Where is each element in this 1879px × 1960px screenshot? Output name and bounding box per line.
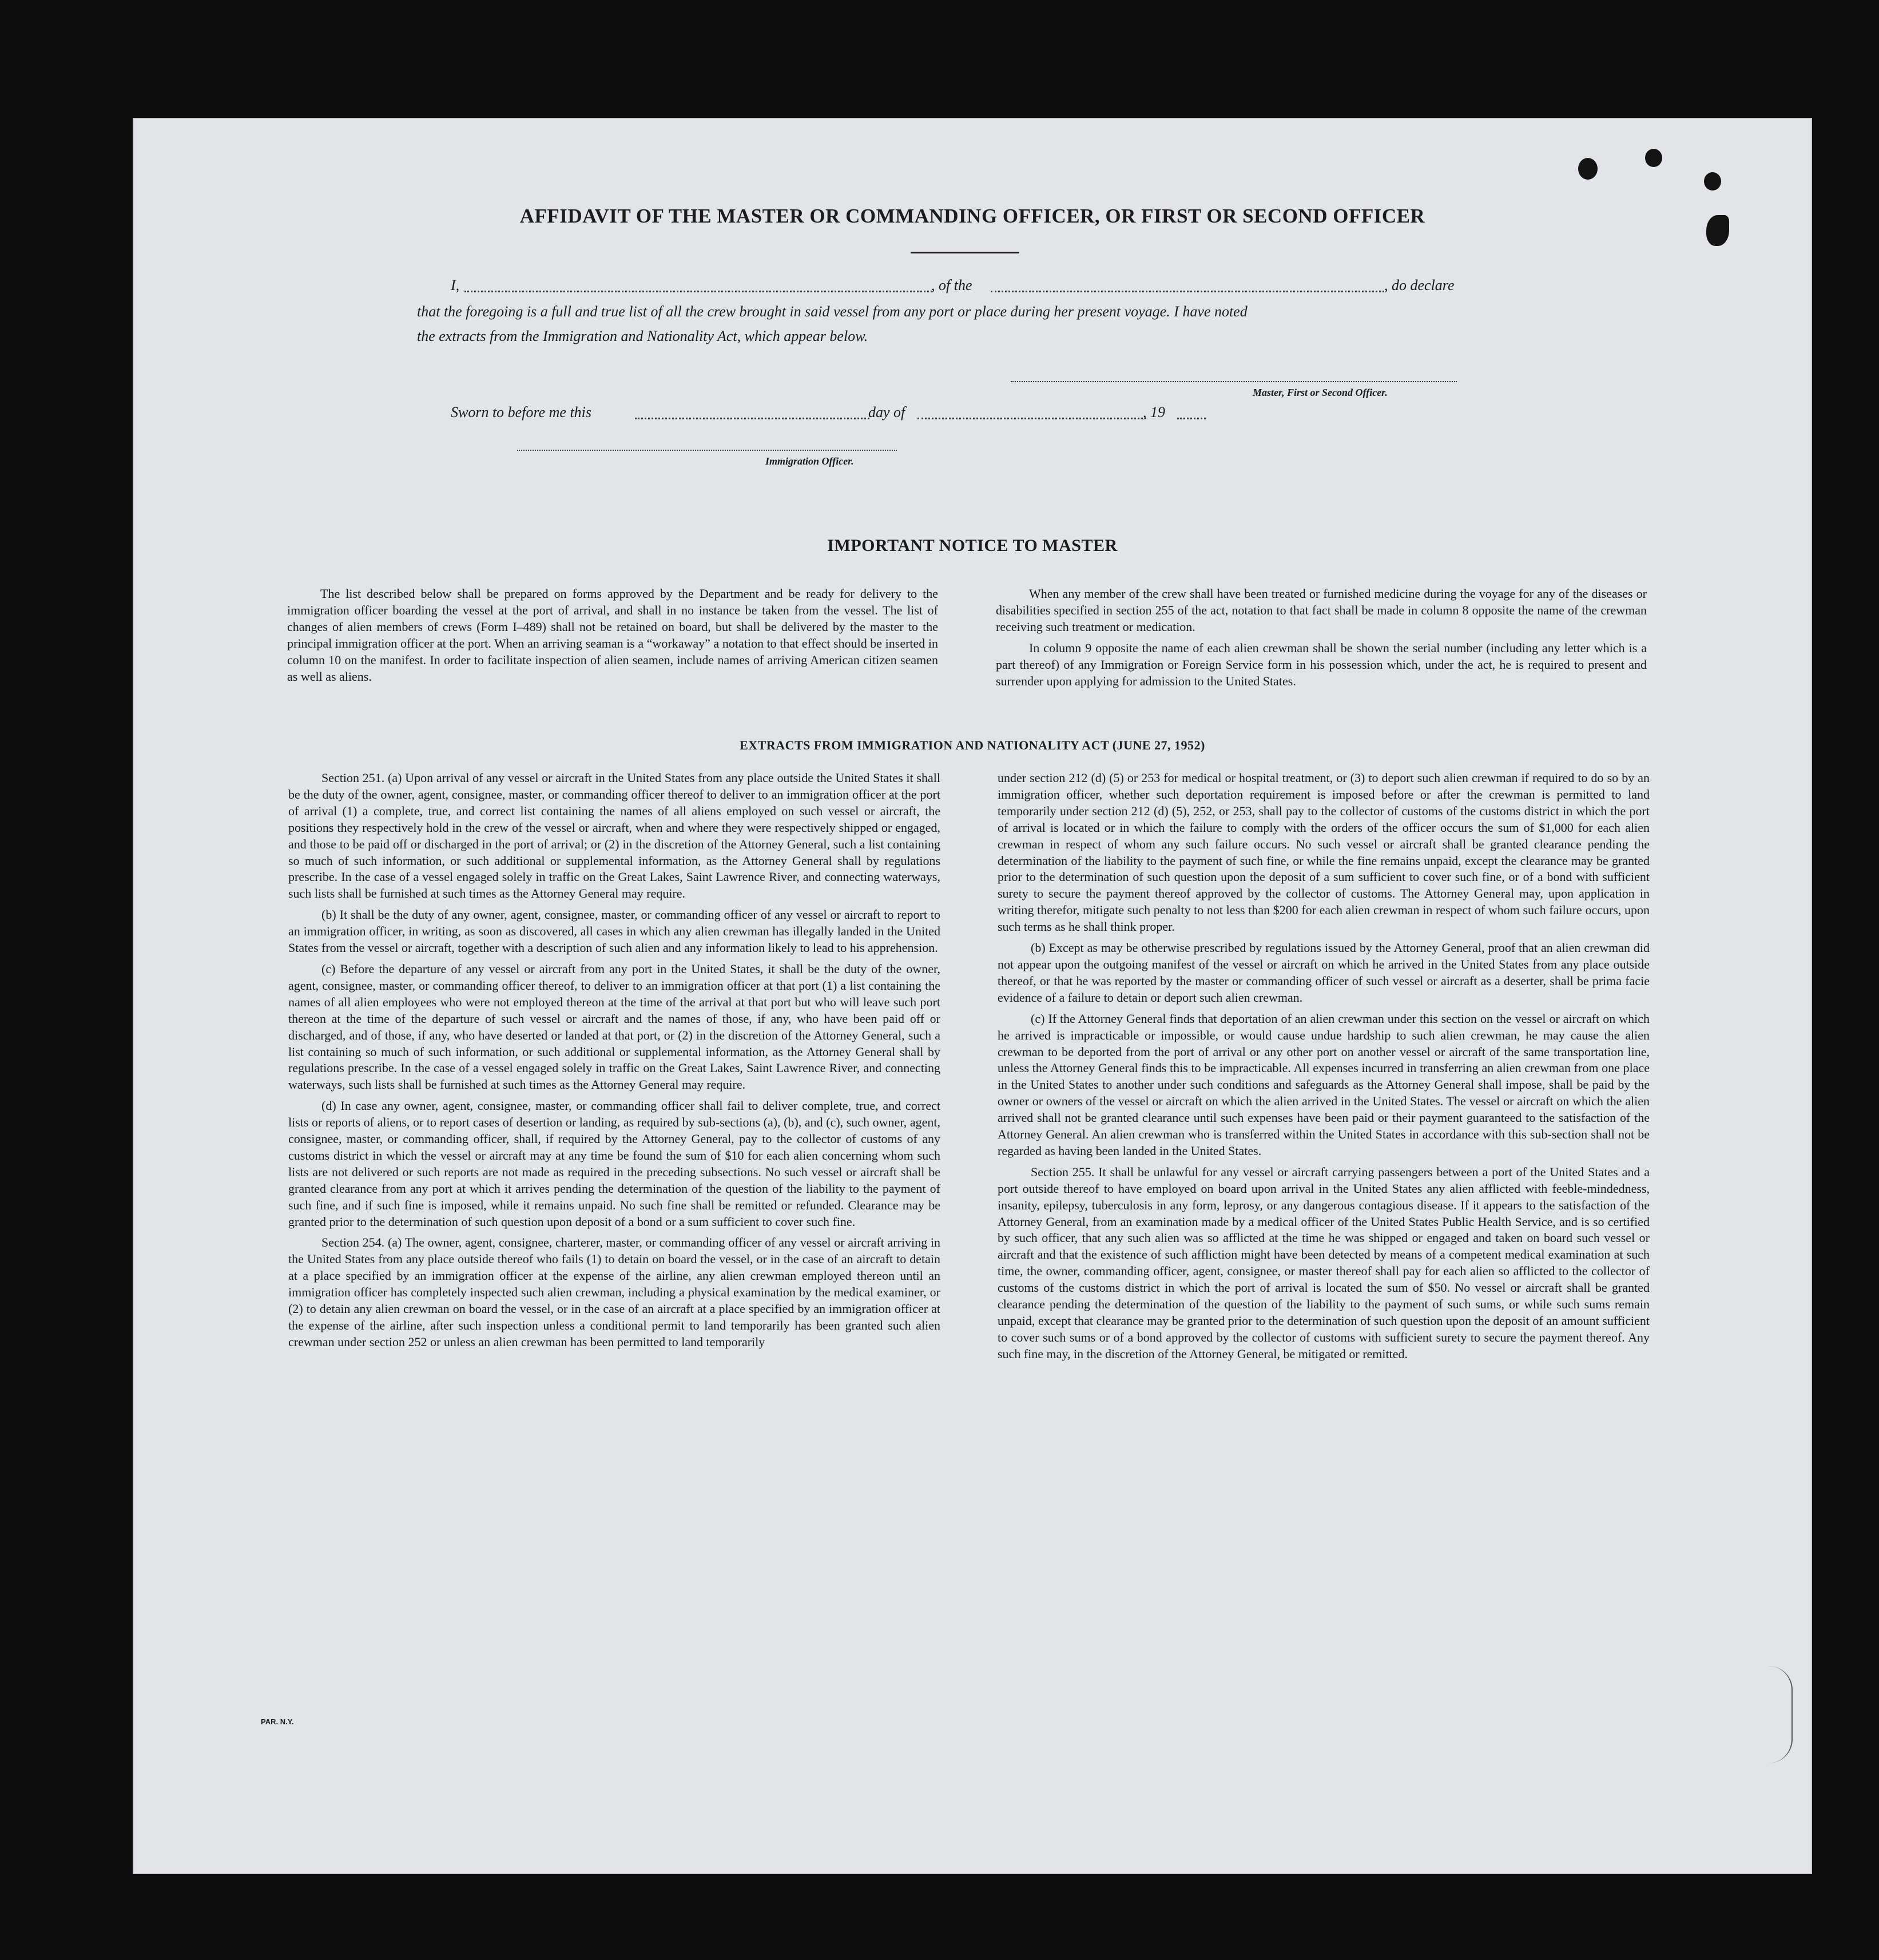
affidavit-line-2: that the foregoing is a full and true list of all the crew brought in said vessel from any port or place during her present voyage. I have noted — [417, 303, 1248, 320]
act-paragraph: Section 251. (a) Upon arrival of any vessel or aircraft in the United States from any place outside the United States it shall be the duty of the owner, agent, consignee, master, or commanding officer thereof to deliver to an immigration officer at the port of arrival (1) a complete, true, and correct list containing the names of all aliens employed on such vessel or aircraft, the positions they respectively hold in the crew of the vessel or aircraft, when and where they were respectively shipped or engaged, and those to be paid off or discharged in the port of arrival; or (2) in the discretion of the Attorney General, such a list containing so much of such information, or such additional or supplemental information, as the Attorney General shall by regulations prescribe. In the case of a vessel engaged solely in traffic on the Great Lakes, Saint Lawrence River, and connecting waterways, such lists shall be furnished at such times as the Attorney General may require. — [288, 771, 940, 901]
affidavit-do-declare: , do declare — [1384, 277, 1455, 293]
punch-hole — [1578, 158, 1598, 180]
extracts-title: EXTRACTS FROM IMMIGRATION AND NATIONALITY ACT (JUNE 27, 1952) — [740, 738, 1205, 752]
affidavit-title: AFFIDAVIT OF THE MASTER OR COMMANDING OFFICER, OR FIRST OR SECOND OFFICER — [519, 205, 1425, 227]
sworn-day-of: day of — [868, 404, 905, 420]
act-paragraph: (b) It shall be the duty of any owner, agent, consignee, master, or commanding officer of any vessel or aircraft to report to an immigration officer, in writing, as soon as discovered, all cases in which any alien crewman has illegally landed in the United States from the vessel or aircraft, together with a description of such alien and any information likely to lead to his apprehension. — [288, 907, 940, 955]
printer-mark: PAR. N.Y. — [261, 1717, 294, 1726]
sworn-month-blank[interactable] — [917, 418, 1146, 419]
sworn-year: , 19 — [1143, 404, 1165, 420]
paper-crease — [1769, 1666, 1793, 1763]
sworn-day-blank[interactable] — [635, 418, 869, 419]
act-paragraph: Section 255. It shall be unlawful for any vessel or aircraft carrying passengers between a port of the United States and a port outside thereof to have employed on board upon arrival in the United States any alien afflicted with feeble-mindedness, insanity, epilepsy, tuberculosis in any form, leprosy, or any dangerous contagious disease. If it appears to the satisfaction of the Attorney General, from an examination made by a medical officer of the United States Public Health Service, and is so certified by such officer, that any such alien was so afflicted at the time he was shipped or engaged and taken on board such vessel or aircraft and that the existence of such affliction might have been detected by means of a competent medical examination at such time, the owner, commanding officer, agent, consignee, or master thereof shall pay for each alien so afflicted to the collector of customs of the customs district in which the port of arrival is located the sum of $50. No vessel or aircraft shall be granted clearance pending the determination of the question of the liability to the payment of such sums, or while such sums remain unpaid, except that clearance may be granted prior to the determination of such question upon the deposit of an amount sufficient to cover such sums or of a bond approved by the collector of customs with sufficient surety to secure the payment thereof. Any such fine may, in the discretion of the Attorney General, be mitigated or remitted. — [998, 1164, 1650, 1361]
name-blank[interactable] — [464, 291, 932, 292]
act-paragraph: under section 212 (d) (5) or 253 for medical or hospital treatment, or (3) to deport such alien crewman if required to do so by an immigration officer, whether such deportation requirement is imposed before or after the crewman is permitted to land temporarily under section 212 (d) (5), 252, or 253, shall pay to the collector of customs of the customs district in which the port of arrival is located or in which the failure to comply with the orders of the officer occurs the sum of $1,000 for each alien crewman in respect of whom any such failure occurs. No such vessel or aircraft shall be granted clearance pending the determination of the liability to the payment of such fine, or while the fine remains unpaid, except the clearance may be granted prior to the determination of such question upon the deposit of a sum sufficient to cover such fine, or of a bond with sufficient surety to secure the payment thereof approved by the collector of customs. The Attorney General may, upon application in writing therefor, mitigate such penalty to not less than $200 for each alien crewman in respect of whom such failure occurs, upon such terms as he shall think proper. — [998, 771, 1650, 934]
act-paragraph: (c) If the Attorney General finds that deportation of an alien crewman under this section on the vessel or aircraft on which he arrived is impracticable or impossible, or would cause undue hardship to such alien crewman, he may cause the alien crewman to be deported from the port of arrival or any other port on another vessel or aircraft of the same transportation line, unless the Attorney General finds this to be impracticable. All expenses incurred in transferring an alien crewman from one place in the United States to another under such conditions and safeguards as the Attorney General shall impose, shall be paid by the owner or owners of the vessel or aircraft on which the alien arrived in the United States. The vessel or aircraft on which the alien arrived shall not be granted clearance until such expenses have been paid or their payment guaranteed to the satisfaction of the Attorney General. An alien crewman who is transferred within the United States in accordance with this sub-section shall not be regarded as having been landed in the United States. — [998, 1011, 1650, 1158]
master-signature-label: Master, First or Second Officer. — [1253, 387, 1388, 398]
vessel-blank[interactable] — [991, 291, 1384, 292]
master-signature-line[interactable] — [1011, 381, 1457, 382]
sworn-text: Sworn to before me this — [451, 404, 592, 420]
officer-signature-line[interactable] — [517, 450, 897, 451]
extracts-left-column — [288, 770, 940, 1355]
notice-paragraph: In column 9 opposite the name of each alien crewman shall be shown the serial number (including any letter which is a part thereof) of any Immigration or Foreign Service form in his possession which, under the act, he is required to present and surrender upon applying for admission to the United States. — [996, 640, 1647, 688]
act-paragraph: (c) Before the departure of any vessel or aircraft from any port in the United States, it shall be the duty of the owner, agent, consignee, master, or commanding officer thereof, to deliver to an immigration officer at that port (1) a list containing the names of all alien employees who were not employed thereon at the time of the arrival at that port but who will leave such port thereon at the time of the departure of such vessel or aircraft and the names of those, if any, who have been paid off or discharged, and of those, if any, who have deserted or landed at that port, or (2) in the discretion of the Attorney General, such a list containing so much of such information, or such additional or supplemental information, as the Attorney General shall by regulations prescribe. In the case of a vessel engaged solely in traffic on the Great Lakes, Saint Lawrence River, and connecting waterways, such lists shall be furnished at such times as the Attorney General may require. — [288, 961, 940, 1092]
punch-hole — [1704, 172, 1721, 191]
title-rule — [911, 252, 1019, 253]
notice-paragraph: The list described below shall be prepared on forms approved by the Department and be ready for delivery to the immigration officer boarding the vessel at the port of arrival, and shall in no instance be taken from the vessel. The list of changes of alien members of crews (Form I–489) shall not be retained on board, but shall be delivered by the master to the principal immigration officer at the port. When an arriving seaman is a “workaway” a notation to that effect should be inserted in column 10 on the manifest. In order to facilitate inspection of alien seamen, include names of arriving American citizen seamen as well as aliens. — [287, 586, 938, 684]
act-paragraph: (b) Except as may be otherwise prescribed by regulations issued by the Attorney General, proof that an alien crewman did not appear upon the outgoing manifest of the vessel or aircraft on which he arrived in the United States from any place outside thereof, or that he was reported by the master or commanding officer of such vessel or aircraft as a deserter, shall be prima facie evidence of a failure to detain or deport such alien crewman. — [998, 941, 1650, 1005]
document-page — [133, 118, 1812, 1874]
notice-right-column — [996, 586, 1647, 694]
affidavit-i: I, — [451, 277, 460, 293]
notice-left-column — [287, 586, 938, 689]
notice-title: IMPORTANT NOTICE TO MASTER — [827, 536, 1118, 555]
act-paragraph: (d) In case any owner, agent, consignee, master, or commanding officer shall fail to deliver complete, true, and correct lists or reports of aliens, or to report cases of desertion or landing, as required by sub-sections (a), (b), and (c), such owner, agent, consignee, master, or commanding officer, shall, if required by the Attorney General, pay to the collector of customs of any customs district in which the vessel or aircraft may at any time be found the sum of $10 for each alien concerning whom such lists are not delivered or such reports are not made as required in the preceding subsections. No such vessel or aircraft shall be granted clearance from any port at which it arrives pending the determination of the question of the liability to the payment of such fine, and if such fine is imposed, while it remains unpaid. No such fine shall be remitted or refunded. Clearance may be granted prior to the determination of such question upon deposit of a bond or a sum sufficient to cover such fine. — [288, 1098, 940, 1229]
affidavit-line-3: the extracts from the Immigration and Nationality Act, which appear below. — [417, 328, 868, 344]
act-paragraph: Section 254. (a) The owner, agent, consignee, charterer, master, or commanding officer of any vessel or aircraft arriving in the United States from any place outside thereof who fails (1) to detain on board the vessel, or in the case of an aircraft to detain at a place specified by an immigration officer at the expense of the airline, any alien crewman employed thereon until an immigration officer has completely inspected such alien crewman, including a physical examination by the medical examiner, or (2) to detain any alien crewman on board the vessel, or in the case of an aircraft at a place specified by an immigration officer at the expense of the airline, after such inspection unless a conditional permit to land temporarily has been granted such alien crewman under section 252 or unless an alien crewman has been permitted to land temporarily — [288, 1235, 940, 1349]
officer-signature-label: Immigration Officer. — [765, 455, 854, 467]
sworn-year-blank[interactable] — [1177, 418, 1206, 419]
notice-paragraph: When any member of the crew shall have been treated or furnished medicine during the voyage for any of the diseases or disabilities specified in section 255 of the act, notation to that fact shall be made in column 8 opposite the name of the crewman receiving such treatment or medication. — [996, 586, 1647, 634]
affidavit-of-the: , of the — [931, 277, 972, 293]
extracts-right-column — [998, 770, 1650, 1367]
punch-hole — [1645, 149, 1662, 167]
